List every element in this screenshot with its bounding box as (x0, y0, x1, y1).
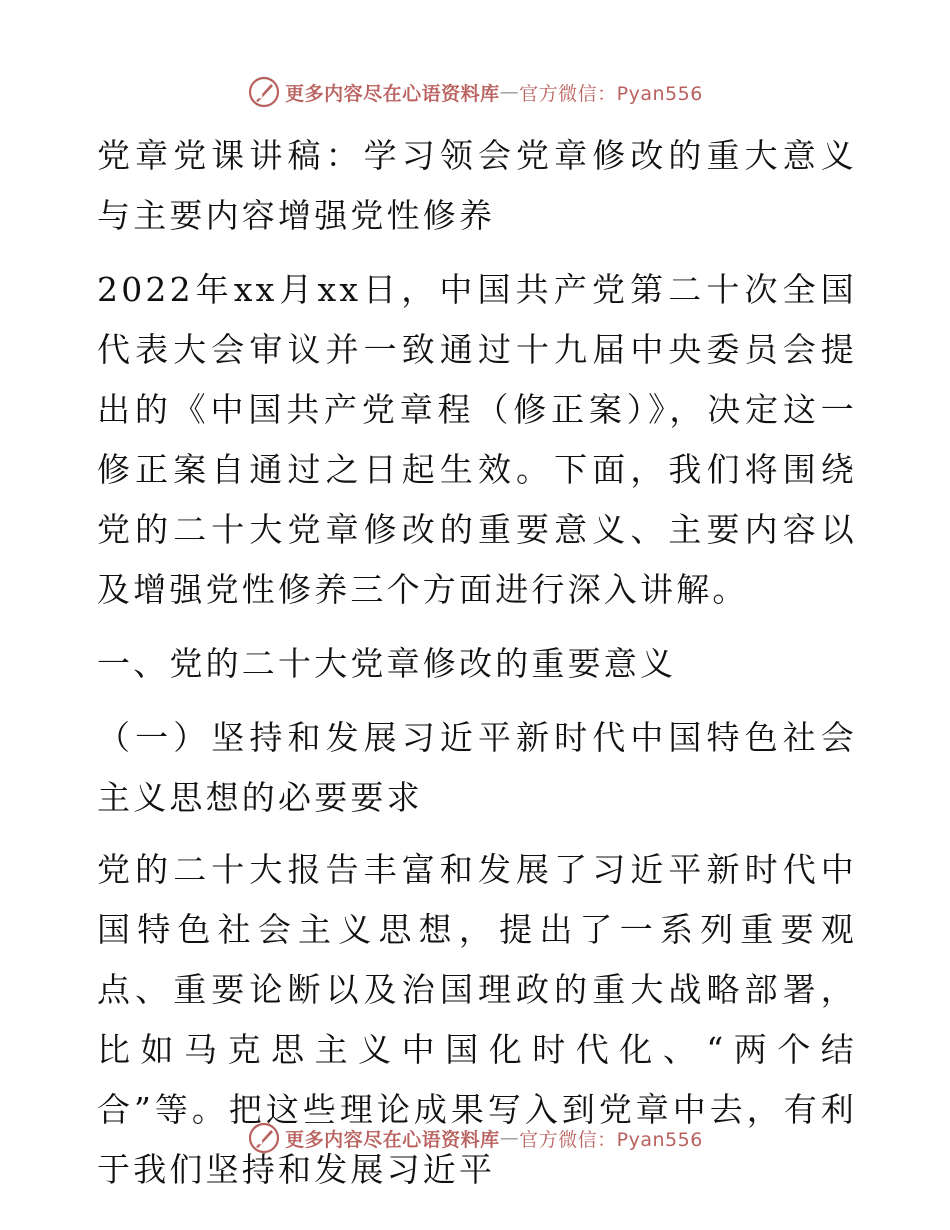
watermark-separator: — (499, 1127, 520, 1149)
quill-circle-icon (247, 1121, 281, 1155)
watermark-separator: — (499, 81, 520, 103)
footer-watermark (0, 1118, 950, 1158)
watermark-text: 更多内容尽在心语资料库 (285, 1128, 500, 1151)
header-watermark (0, 72, 950, 112)
section-heading: 一、党的二十大党章修改的重要意义 (97, 644, 677, 683)
watermark-contact: 官方微信：Pyan556 (519, 1128, 703, 1151)
quill-circle-icon (247, 75, 281, 109)
intro-paragraph: 2022年xx月xx日，中国共产党第二十次全国代表大会审议并一致通过十九届中央委员会提出的《中国共产党章程（修正案）》，决定这一修正案自通过之日起生效。下面，我们将围绕党的二十大党章修改的重要意义、主要内容以及增强党性修养三个方面进行深入讲解。 (97, 270, 857, 609)
document-body (97, 118, 857, 1200)
document-title: 党章党课讲稿：学习领会党章修改的重大意义与主要内容增强党性修养 (97, 136, 857, 235)
watermark-text: 更多内容尽在心语资料库 (285, 82, 500, 105)
subsection-heading: （一）坚持和发展习近平新时代中国特色社会主义思想的必要要求 (97, 718, 857, 817)
subsection-paragraph: 党的二十大报告丰富和发展了习近平新时代中国特色社会主义思想，提出了一系列重要观点、重要论断以及治国理政的重大战略部署，比如马克思主义中国化时代化、“两个结合”等。把这些理论成果写入到党章中去，有利于我们坚持和发展习近平 (97, 850, 857, 1189)
watermark-contact: 官方微信：Pyan556 (519, 82, 703, 105)
